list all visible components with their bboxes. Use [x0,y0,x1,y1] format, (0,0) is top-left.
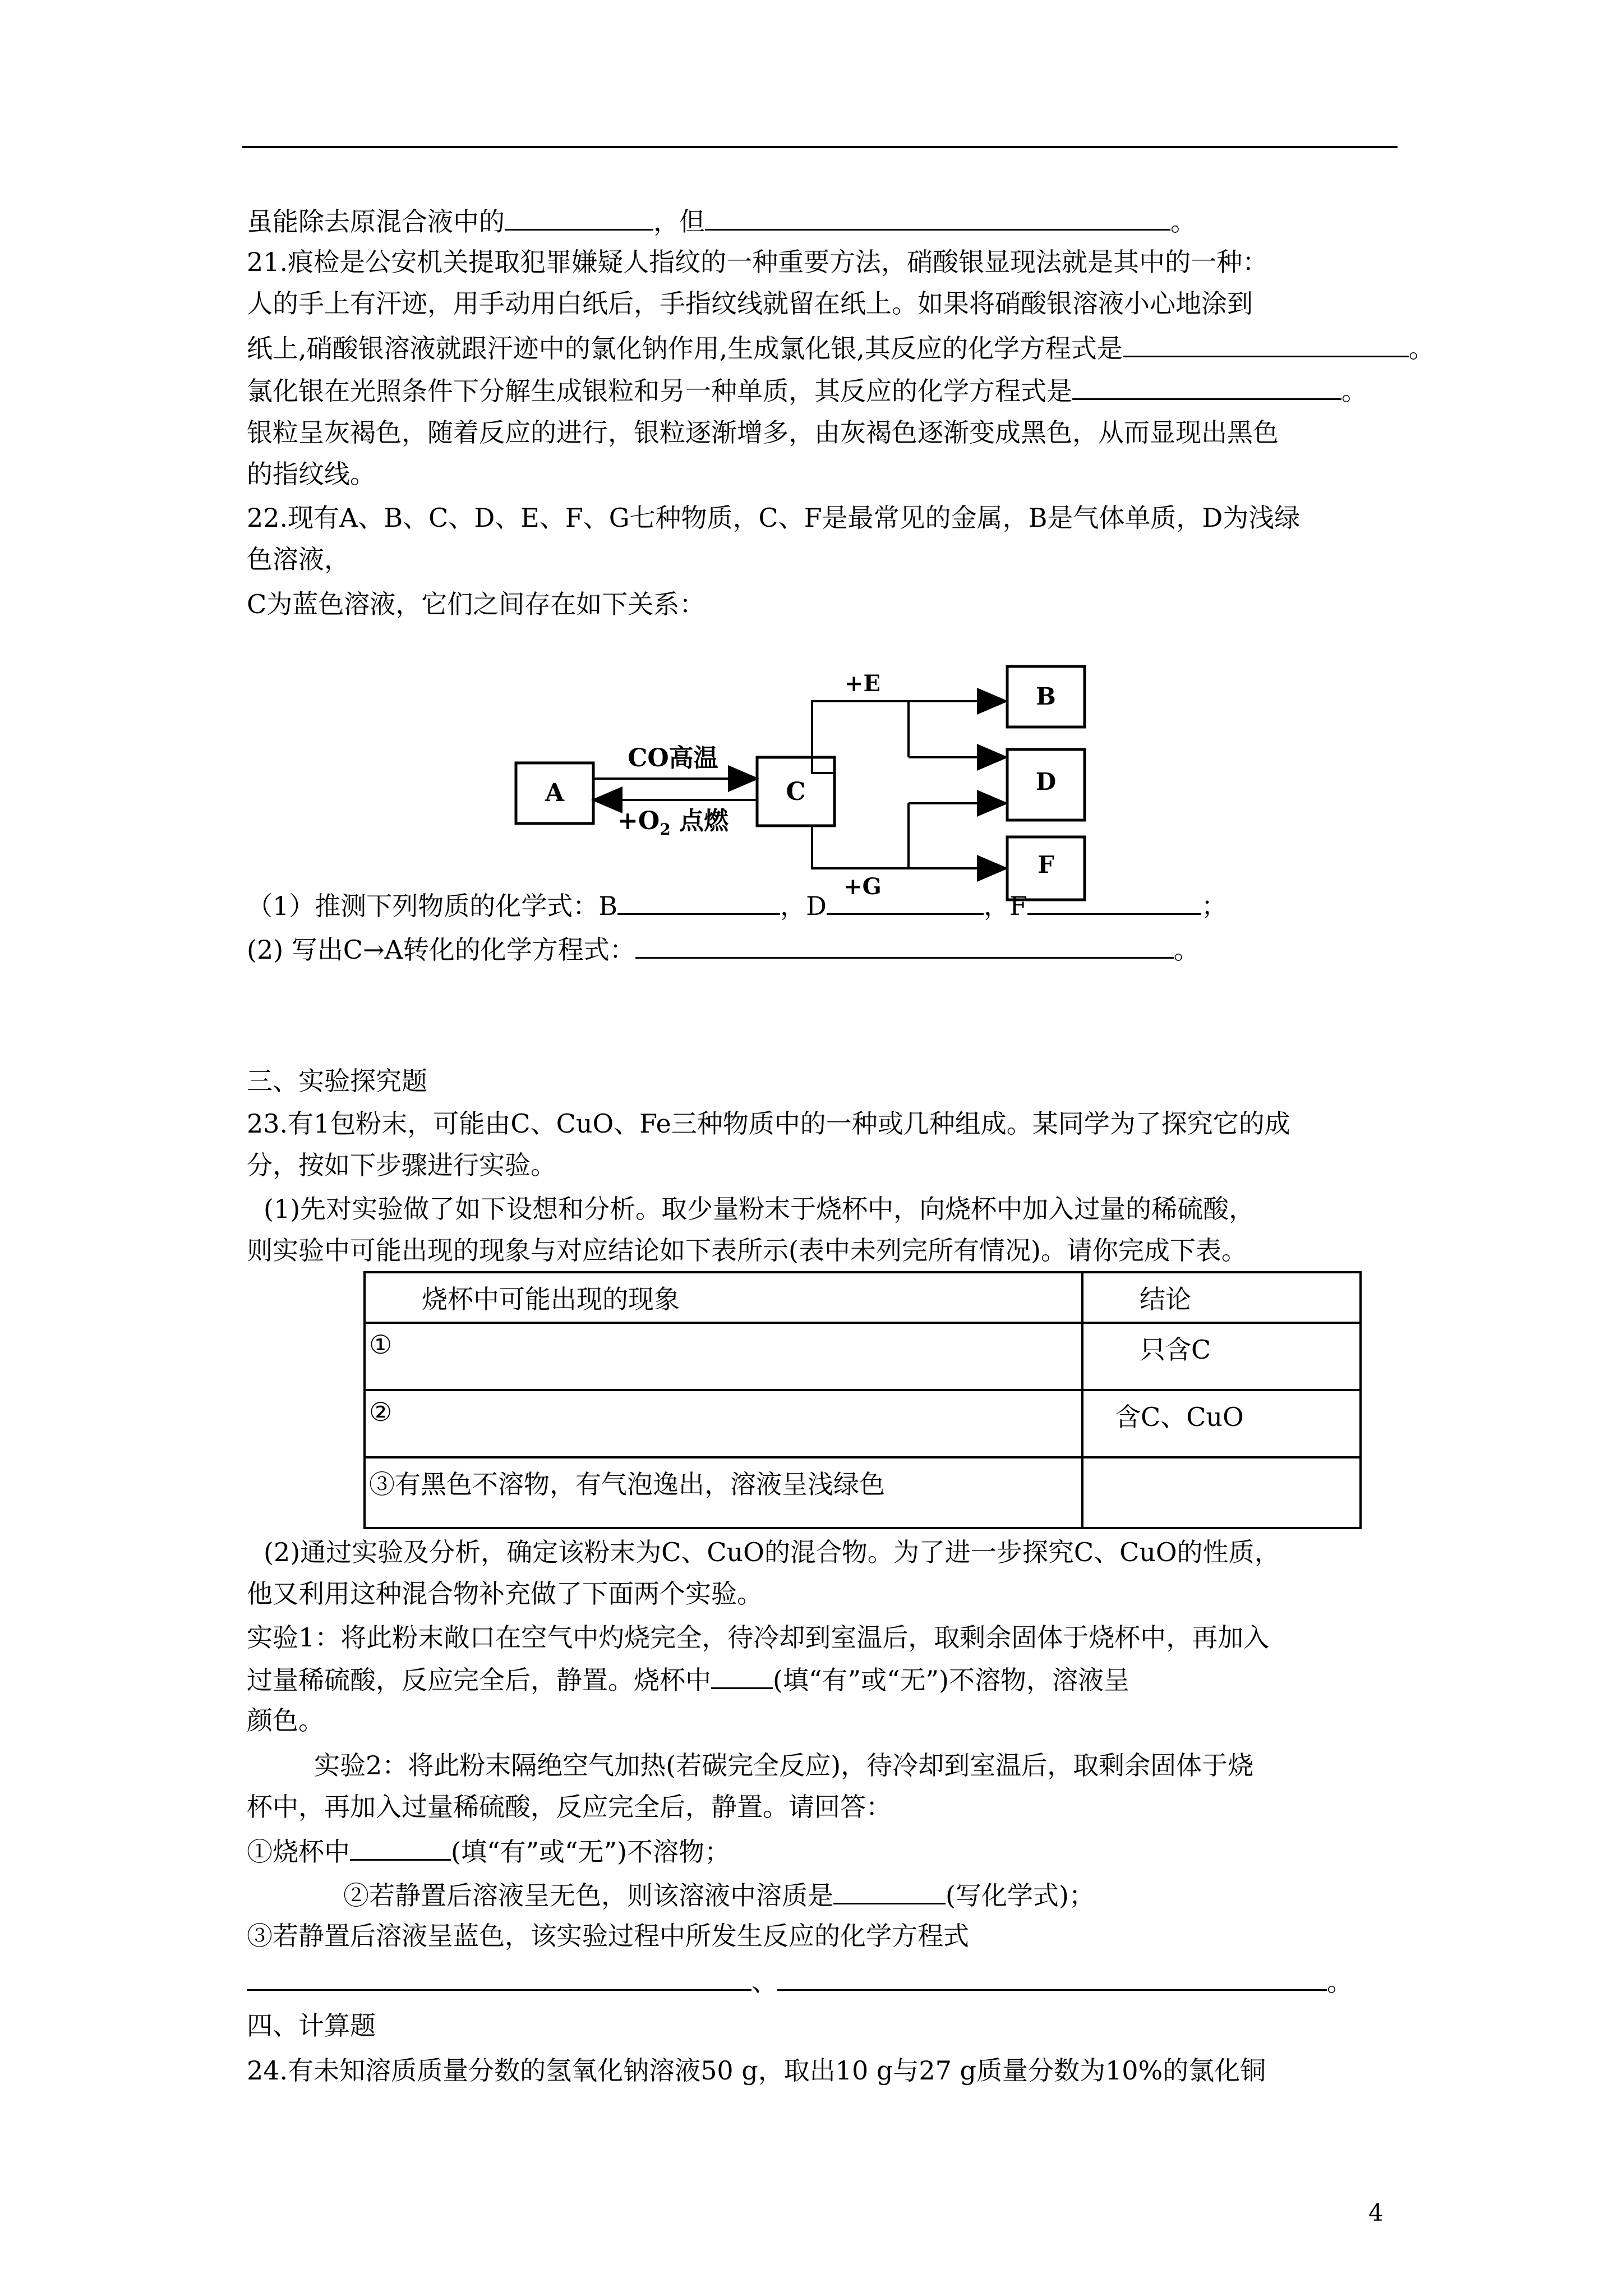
q23-line-4: 则实验中可能出现的现象与对应结论如下表所示(表中未列完所有情况)。请你完成下表。 [247,1235,1247,1266]
q22-line-1: 22.现有A、B、C、D、E、F、G七种物质，C、F是最常见的金属，B是气体单质，D为浅绿 [247,503,1301,533]
q22-sub-2: (2) 写出C→A转化的化学方程式： 。 [247,931,1200,967]
q20-tail-line: 虽能除去原混合液中的 ，但 。 [247,203,1196,239]
reaction-diagram [505,656,1110,903]
q23-exp2-line-1: 实验2：将此粉末隔绝空气加热(若碳完全反应)，待冷却到室温后，取剩余固体于烧 [314,1750,1254,1780]
q23-line-1: 23.有1包粉末，可能由C、CuO、Fe三种物质中的一种或几种组成。某同学为了探究它的成 [247,1108,1290,1139]
label-plus-g: +G [843,873,882,900]
q22-blank-d[interactable] [827,887,984,915]
box-d-label: D [1035,768,1057,795]
q23-exp1-line-3: 颜色。 [247,1705,324,1736]
table-cell-conclusion[interactable] [1082,1457,1361,1528]
table-cell-conclusion: 只含C [1082,1323,1361,1390]
section-4-title: 四、计算题 [247,2010,376,2041]
q22-blank-equation[interactable] [635,931,1174,959]
q20-blank-1[interactable] [505,203,653,231]
section-3-title: 三、实验探究题 [247,1066,427,1096]
table-row [365,1457,1361,1528]
q22-line-2: 色溶液， [247,544,350,574]
q21-line-5: 银粒呈灰褐色，随着反应的进行，银粒逐渐增多，由灰褐色逐渐变成黑色，从而显现出黑色 [247,417,1279,448]
box-f-label: F [1038,851,1054,878]
q23-exp2-q2: ②若静置后溶液呈无色，则该溶液中溶质是 (写化学式)； [343,1877,1095,1913]
table-cell-conclusion: 含C、CuO [1082,1390,1361,1457]
q22-line-3: C为蓝色溶液，它们之间存在如下关系： [247,589,706,619]
q21-line-2: 人的手上有汗迹，用手动用白纸后，手指纹线就留在纸上。如果将硝酸银溶液小心地涂到 [247,288,1253,319]
page-number: 4 [1368,2199,1384,2226]
q23-exp2-q3: ③若静置后溶液呈蓝色，该实验过程中所发生反应的化学方程式 [247,1921,969,1951]
q21-line-3: 纸上,硝酸银溶液就跟汗迹中的氯化钠作用,生成氯化银,其反应的化学方程式是 。 [247,330,1435,366]
q21-line-4: 氯化银在光照条件下分解生成银粒和另一种单质，其反应的化学方程式是 。 [247,372,1367,408]
results-table [363,1271,1362,1529]
box-c-label: C [786,777,806,806]
table-header-phenomenon: 烧杯中可能出现的现象 [365,1272,1082,1323]
table-cell-phenomenon: ③有黑色不溶物，有气泡逸出，溶液呈浅绿色 [365,1457,1082,1528]
q22-blank-b[interactable] [617,887,780,915]
q23-exp2-q1: ①烧杯中 (填“有”或“无”)不溶物； [247,1833,730,1869]
q23-exp1-blank-1[interactable] [711,1662,773,1689]
branch-c-down [812,826,909,868]
branch-c-up [812,701,909,773]
table-row [365,1323,1361,1390]
q23-part2-line-1: (2)通过实验及分析，确定该粉末为C、CuO的混合物。为了进一步探究C、CuO的性质， [264,1537,1280,1567]
q23-exp2-blank-equation-1[interactable] [247,1963,751,1991]
q23-exp2-line-2: 杯中，再加入过量稀硫酸，反应完全后，静置。请回答： [247,1792,892,1822]
q22-sub-1: （1）推测下列物质的化学式：B ，D ，F ； [247,887,1227,923]
q23-part2-line-2: 他又利用这种混合物补充做了下面两个实验。 [247,1579,763,1609]
table-header-conclusion: 结论 [1082,1272,1361,1323]
box-b-label: B [1036,683,1056,710]
q23-exp2-blank-1[interactable] [350,1833,451,1861]
q23-line-3: (1)先对实验做了如下设想和分析。取少量粉末于烧杯中，向烧杯中加入过量的稀硫酸， [264,1194,1255,1224]
box-a-label: A [545,779,565,807]
label-plus-e: +E [844,670,881,697]
table-header-row [365,1272,1361,1323]
table-cell-phenomenon[interactable]: ② [365,1390,1082,1457]
q24-line-1: 24.有未知溶质质量分数的氢氧化钠溶液50 g，取出10 g与27 g质量分数为10%的氯化铜 [247,2055,1266,2086]
q23-exp2-q3-blanks: 、 。 [247,1963,1353,1999]
q21-blank-equation-1[interactable] [1123,330,1409,357]
label-o2-ignite: $+O_2$ 点燃 [617,807,729,839]
q20-blank-2[interactable] [705,203,1170,231]
q22-blank-f[interactable] [1027,887,1201,915]
table-row [365,1390,1361,1457]
header-rule [242,146,1398,148]
q23-line-2: 分，按如下步骤进行实验。 [247,1150,556,1180]
q21-blank-equation-2[interactable] [1072,372,1341,400]
q21-line-1: 21.痕检是公安机关提取犯罪嫌疑人指纹的一种重要方法，硝酸银显现法就是其中的一种： [247,247,1269,277]
table-cell-phenomenon[interactable]: ① [365,1323,1082,1390]
label-co-high-temp: CO高温 [628,744,718,772]
q23-exp2-blank-2[interactable] [833,1877,946,1904]
q23-exp1-line-2: 过量稀硫酸，反应完全后，静置。烧杯中 (填“有”或“无”)不溶物，溶液呈 [247,1662,1129,1697]
q23-exp1-line-1: 实验1：将此粉末敞口在空气中灼烧完全，待冷却到室温后，取剩余固体于烧杯中，再加入 [247,1622,1270,1653]
q23-exp2-blank-equation-2[interactable] [777,1963,1327,1991]
q21-line-6: 的指纹线。 [247,459,376,489]
